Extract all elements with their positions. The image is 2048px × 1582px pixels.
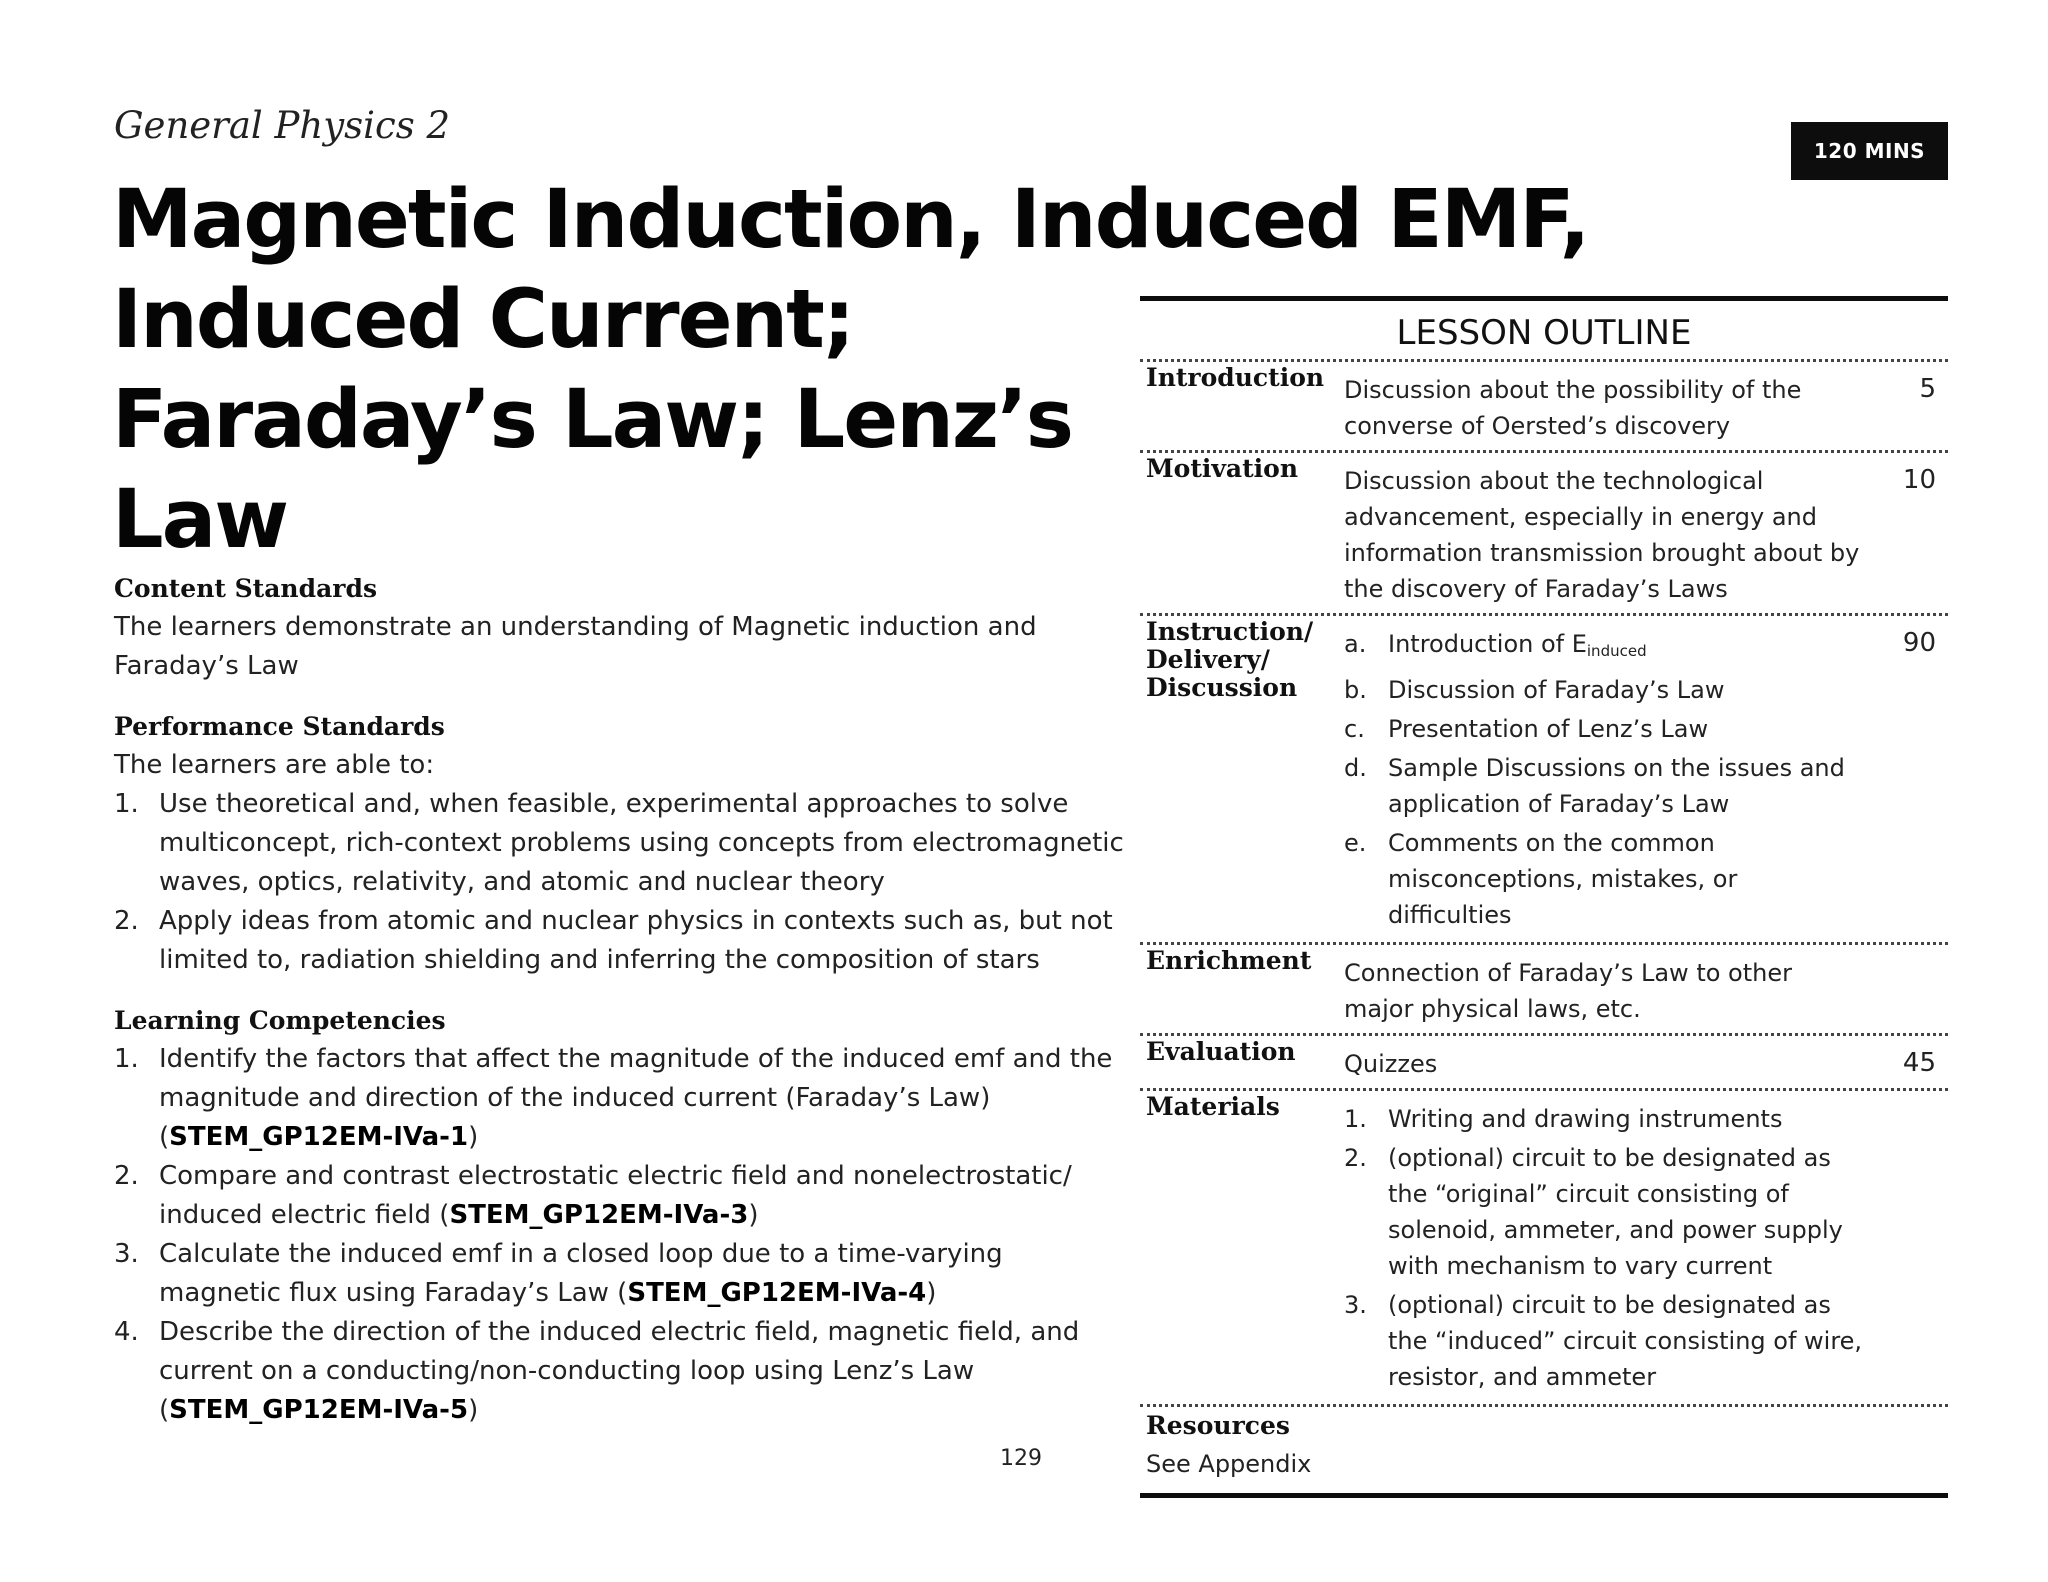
outline-row-motivation xyxy=(1140,450,1948,613)
item-subscript: induced xyxy=(1586,642,1647,660)
list-item xyxy=(1344,1101,1868,1137)
item-text: Introduction of E xyxy=(1388,630,1587,658)
subject-label: General Physics 2 xyxy=(114,104,450,147)
row-label: Enrichment xyxy=(1146,946,1312,975)
row-text: Connection of Faraday’s Law to other major physical laws, etc. xyxy=(1344,959,1792,1023)
item-number: 1. xyxy=(114,1044,139,1074)
item-number: 2. xyxy=(114,1161,139,1191)
row-label: Motivation xyxy=(1146,454,1299,483)
item-text: Sample Discussions on the issues and application of Faraday’s Law xyxy=(1388,754,1845,818)
item-number: 2. xyxy=(114,906,139,936)
item-text: Compare and contrast electrostatic electric field and nonelectrostatic/ induced electric field ( xyxy=(159,1161,1072,1230)
standards-column xyxy=(114,570,1124,1430)
item-marker: 2. xyxy=(1344,1144,1367,1172)
row-text: Discussion about the possibility of the converse of Oersted’s discovery xyxy=(1344,376,1802,440)
performance-standards-list xyxy=(114,785,1124,980)
item-text: Presentation of Lenz’s Law xyxy=(1388,715,1709,743)
list-item xyxy=(1344,825,1868,933)
learning-competencies-heading: Learning Competencies xyxy=(114,1006,446,1035)
duration-badge: 120 MINS xyxy=(1791,122,1948,180)
item-marker: 1. xyxy=(1344,1105,1367,1133)
item-text: Describe the direction of the induced electric field, magnetic field, and current on a conducting/non-conducting loop using Lenz’s Law ( xyxy=(159,1317,1080,1425)
item-text-end: ) xyxy=(926,1278,937,1308)
competency-code: STEM_GP12EM-IVa-5 xyxy=(169,1395,469,1425)
row-minutes: 5 xyxy=(1919,374,1936,404)
row-list xyxy=(1344,616,1868,942)
row-label: Resources xyxy=(1146,1411,1290,1440)
outline-row-resources xyxy=(1140,1404,1948,1493)
item-text-end: ) xyxy=(468,1122,479,1152)
list-item xyxy=(1344,750,1868,822)
outline-row-instruction xyxy=(1140,613,1948,942)
item-text: Writing and drawing instruments xyxy=(1388,1105,1783,1133)
list-item xyxy=(114,902,1124,980)
item-text-end: ) xyxy=(468,1395,479,1425)
item-marker: a. xyxy=(1344,630,1367,658)
row-minutes: 45 xyxy=(1902,1048,1936,1078)
item-text: (optional) circuit to be designated as the “induced” circuit consisting of wire, resistor, and ammeter xyxy=(1388,1291,1863,1391)
list-item xyxy=(1344,1140,1868,1284)
outline-row-materials xyxy=(1140,1088,1948,1404)
item-text: Use theoretical and, when feasible, experimental approaches to solve multiconcept, rich-context problems using concepts from electromagnetic waves, optics, relativity, and atomic and nuclear theory xyxy=(159,789,1124,897)
item-number: 3. xyxy=(114,1239,139,1269)
list-item xyxy=(114,1040,1124,1157)
content-standards-text: The learners demonstrate an understanding of Magnetic induction and Faraday’s Law xyxy=(114,612,1037,681)
row-text: Discussion about the technological advancement, especially in energy and information transmission brought about by the discovery of Faraday’s Laws xyxy=(1344,467,1860,603)
learning-competencies-list xyxy=(114,1040,1124,1430)
lesson-outline xyxy=(1140,296,1948,1498)
row-label: Introduction xyxy=(1146,363,1325,392)
item-text: (optional) circuit to be designated as the “original” circuit consisting of solenoid, ammeter, and power supply with mechanism to vary current xyxy=(1388,1144,1843,1280)
outline-title: LESSON OUTLINE xyxy=(1396,313,1692,353)
title-line: Magnetic Induction, Induced EMF, xyxy=(112,173,1589,267)
list-item xyxy=(1344,672,1868,708)
row-minutes: 10 xyxy=(1902,465,1936,495)
list-item xyxy=(1344,1287,1868,1395)
item-text: Apply ideas from atomic and nuclear physics in contexts such as, but not limited to, radiation shielding and inferring the composition of stars xyxy=(159,906,1113,975)
list-item xyxy=(114,1313,1124,1430)
list-item xyxy=(114,1157,1124,1235)
competency-code: STEM_GP12EM-IVa-1 xyxy=(169,1122,469,1152)
item-text: Identify the factors that affect the magnitude of the induced emf and the magnitude and direction of the induced current (Faraday’s Law) ( xyxy=(159,1044,1113,1152)
page-number: 129 xyxy=(1000,1446,1042,1471)
row-list xyxy=(1344,1091,1868,1404)
item-number: 1. xyxy=(114,789,139,819)
item-text-end: ) xyxy=(748,1200,759,1230)
competency-code: STEM_GP12EM-IVa-4 xyxy=(627,1278,927,1308)
competency-code: STEM_GP12EM-IVa-3 xyxy=(449,1200,749,1230)
item-text: Comments on the common misconceptions, mistakes, or difficulties xyxy=(1388,829,1738,929)
outline-row-introduction xyxy=(1140,359,1948,450)
item-text: Calculate the induced emf in a closed loop due to a time-varying magnetic flux using Faraday’s Law ( xyxy=(159,1239,1003,1308)
item-marker: d. xyxy=(1344,754,1367,782)
item-number: 4. xyxy=(114,1317,139,1347)
item-marker: b. xyxy=(1344,676,1367,704)
list-item xyxy=(114,785,1124,902)
row-label: Materials xyxy=(1146,1092,1280,1121)
row-label: Instruction/ Delivery/ Discussion xyxy=(1146,617,1314,702)
row-label: Evaluation xyxy=(1146,1037,1296,1066)
row-minutes: 90 xyxy=(1902,628,1936,658)
list-item xyxy=(114,1235,1124,1313)
list-item xyxy=(1344,711,1868,747)
performance-standards-heading: Performance Standards xyxy=(114,712,445,741)
item-marker: 3. xyxy=(1344,1291,1367,1319)
title-line: Faraday’s Law; Lenz’s xyxy=(112,373,1073,467)
item-marker: c. xyxy=(1344,715,1365,743)
title-line: Induced Current; xyxy=(112,273,854,367)
item-text: Discussion of Faraday’s Law xyxy=(1388,676,1725,704)
outline-row-evaluation xyxy=(1140,1033,1948,1088)
list-item xyxy=(1344,626,1868,669)
outline-bottom-rule xyxy=(1140,1493,1948,1498)
outline-row-enrichment xyxy=(1140,942,1948,1033)
item-marker: e. xyxy=(1344,829,1367,857)
row-text: Quizzes xyxy=(1344,1050,1438,1078)
row-text: See Appendix xyxy=(1146,1450,1312,1478)
performance-standards-intro: The learners are able to: xyxy=(114,750,435,780)
title-line: Law xyxy=(112,473,288,567)
content-standards-heading: Content Standards xyxy=(114,574,378,603)
